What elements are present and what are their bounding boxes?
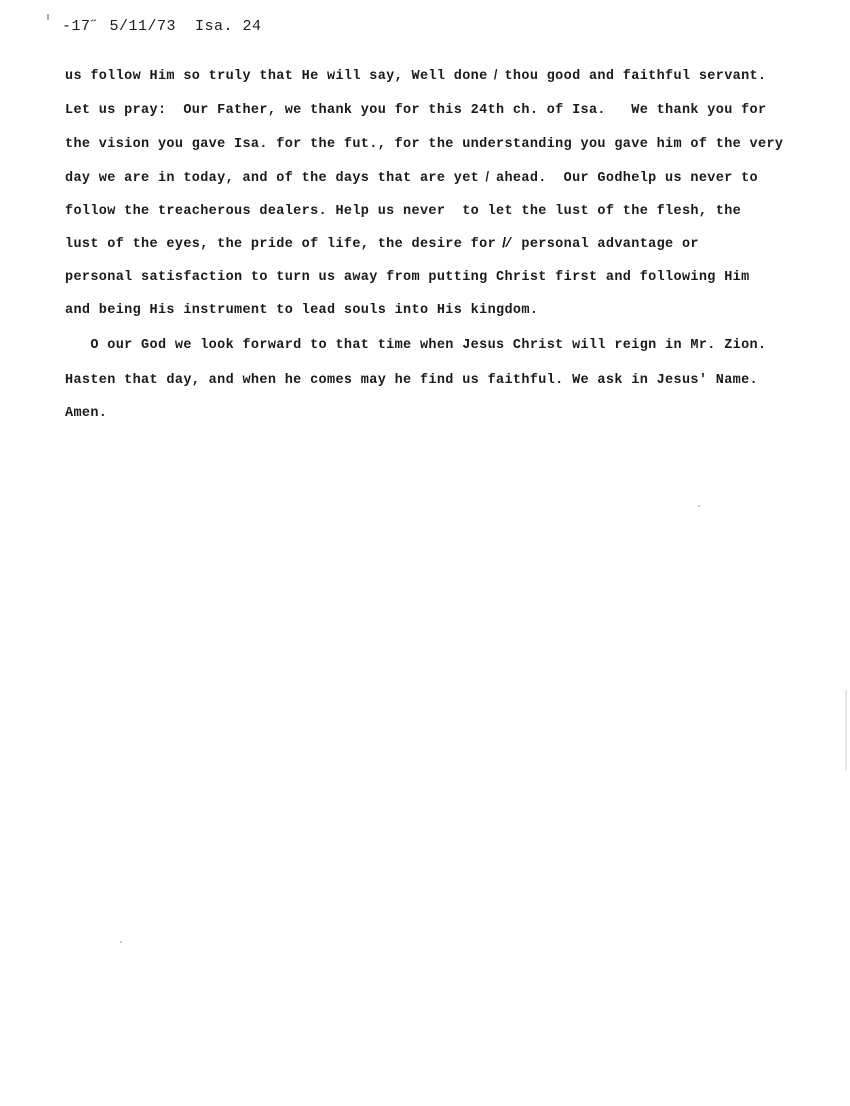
body-line-8: and being His instrument to lead souls into His kingdom.: [65, 303, 539, 318]
body-line-1: us follow Him so truly that He will say, Well done ̸ thou good and faithful servant.: [65, 69, 767, 84]
body-line-3: the vision you gave Isa. for the fut., for the understanding you gave him of the very: [65, 137, 784, 152]
body-line-6: lust of the eyes, the pride of life, the desire for ̸̸̸̸̸̸/ personal advantage or: [65, 237, 699, 252]
scan-edge-shadow: [845, 690, 847, 770]
body-line-10: Hasten that day, and when he comes may he find us faithful. We ask in Jesus' Name.: [65, 373, 759, 388]
body-line-2: Let us pray: Our Father, we thank you for this 24th ch. of Isa. We thank you for: [65, 103, 767, 118]
body-line-4: day we are in today, and of the days that are yet ̸ ahead. Our Godhelp us never to: [65, 171, 759, 186]
body-line-5: follow the treacherous dealers. Help us never to let the lust of the flesh, the: [65, 204, 742, 219]
body-line-9: O our God we look forward to that time when Jesus Christ will reign in Mr. Zion.: [65, 338, 767, 353]
scan-speck: [120, 941, 122, 943]
stray-pen-mark: [47, 14, 49, 20]
page-header: -17˝ 5/11/73 Isa. 24: [62, 18, 262, 35]
body-line-7: personal satisfaction to turn us away from putting Christ first and following Him: [65, 270, 750, 285]
scan-speck: [698, 505, 700, 507]
body-line-11: Amen.: [65, 406, 108, 421]
